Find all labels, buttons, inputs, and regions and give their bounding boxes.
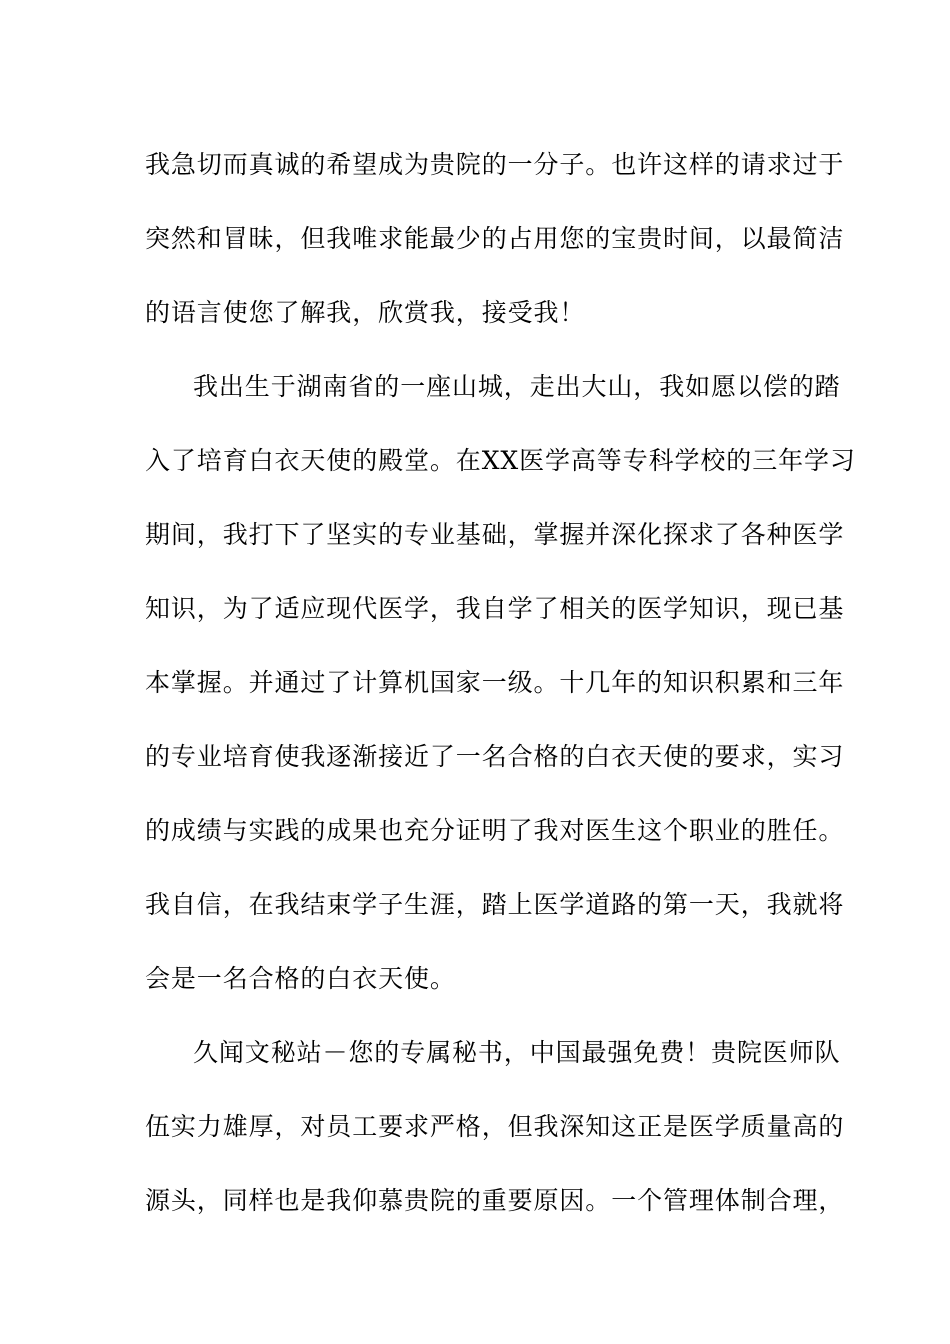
text-line: 我急切而真诚的希望成为贵院的一分子。也许这样的请求过于 [145, 150, 845, 179]
paragraph-start-line: 我出生于湖南省的一座山城，走出大山，我如愿以偿的踏 [193, 372, 841, 401]
text-line: 的成绩与实践的成果也充分证明了我对医生这个职业的胜任。 [145, 816, 845, 845]
text-line: 突然和冒昧，但我唯求能最少的占用您的宝贵时间，以最简洁 [145, 224, 845, 253]
text-line: 期间，我打下了坚实的专业基础，掌握并深化探求了各种医学 [145, 520, 845, 549]
text-line: 知识，为了适应现代医学，我自学了相关的医学知识，现已基 [145, 594, 845, 623]
text-line: 源头，同样也是我仰慕贵院的重要原因。一个管理体制合理， [145, 1186, 845, 1215]
text-line: 入了培育白衣天使的殿堂。在XX医学高等专科学校的三年学习 [145, 446, 856, 475]
text-line: 本掌握。并通过了计算机国家一级。十几年的知识积累和三年 [145, 668, 845, 697]
letter-body [145, 128, 856, 1238]
text-line: 我自信，在我结束学子生涯，踏上医学道路的第一天，我就将 [145, 890, 845, 919]
text-line: 会是一名合格的白衣天使。 [145, 964, 456, 993]
text-line: 的语言使您了解我，欣赏我，接受我！ [145, 298, 586, 327]
text-line: 伍实力雄厚，对员工要求严格，但我深知这正是医学质量高的 [145, 1112, 845, 1141]
text-line: 的专业培育使我逐渐接近了一名合格的白衣天使的要求，实习 [145, 742, 845, 771]
paragraph-start-line: 久闻文秘站－您的专属秘书，中国最强免费！贵院医师队 [193, 1038, 841, 1067]
